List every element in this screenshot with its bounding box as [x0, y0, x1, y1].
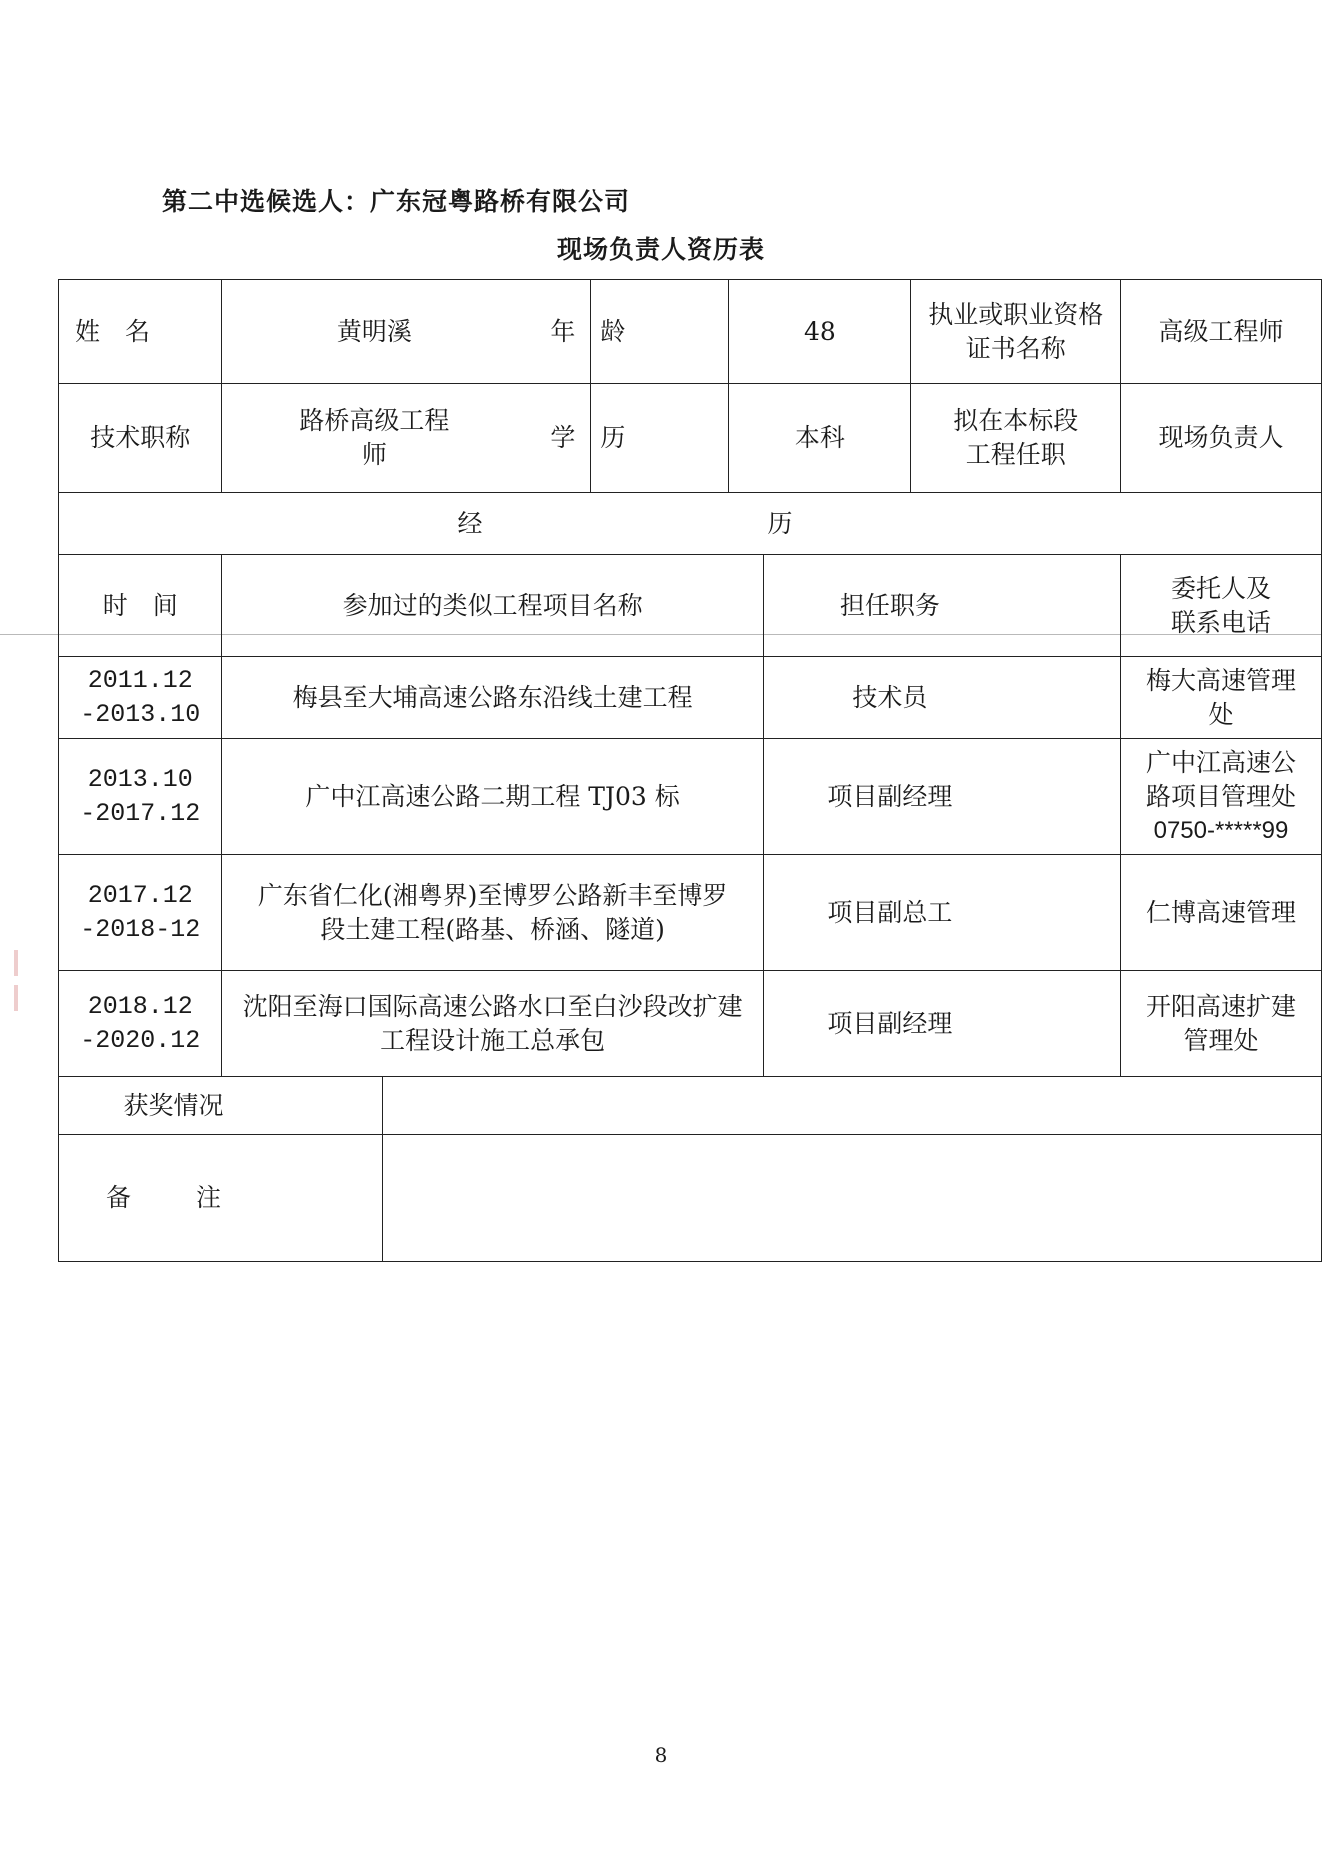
edu-value: 本科 [729, 384, 911, 493]
edu-label: 学 历 [519, 384, 657, 493]
cert-label-line2: 证书名称 [965, 333, 1066, 363]
row-contact-line2: 管理处 [1183, 1025, 1259, 1055]
row-contact-line1: 梅大高速管理 [1145, 665, 1296, 695]
post-label-line2: 工程任职 [965, 440, 1066, 469]
row-contact-line1: 广中江高速公 [1145, 747, 1296, 777]
row-time-end: -2017.12 [80, 798, 201, 828]
awards-row [59, 1077, 1322, 1135]
col-role-header: 担任职务 [763, 555, 1120, 657]
title-label: 技术职称 [59, 384, 222, 493]
row-project-line2: 工程设计施工总承包 [380, 1025, 606, 1055]
experience-section-row [59, 493, 1322, 555]
row-contact-line2: 处 [1208, 699, 1234, 729]
experience-section-label: 经 历 [59, 493, 1322, 555]
scan-artifact-mark [14, 985, 18, 1011]
post-value: 现场负责人 [1120, 384, 1321, 493]
title-value-line2: 师 [361, 440, 387, 469]
row-contact [1120, 971, 1321, 1077]
row-project [222, 855, 763, 971]
row-role: 项目副经理 [763, 739, 1120, 855]
row-project-line2: 段土建工程(路基、桥涵、隧道) [320, 914, 665, 944]
cert-label [911, 280, 1121, 384]
cert-label-line1: 执业或职业资格 [928, 299, 1104, 329]
page-number: 8 [654, 1743, 668, 1767]
row-role: 项目副总工 [763, 855, 1120, 971]
col-contact-line1: 委托人及 [1170, 573, 1271, 603]
name-value: 黄明溪 [222, 280, 591, 384]
row-time [59, 657, 222, 739]
col-contact-line2: 联系电话 [1170, 607, 1271, 637]
row-time-start: 2013.10 [87, 764, 193, 794]
row-time-start: 2017.12 [87, 880, 193, 910]
row-project-line1: 广中江高速公路二期工程 TJ03 标 [305, 781, 680, 811]
row-time-end: -2013.10 [80, 699, 201, 729]
title-value-line1: 路桥高级工程 [299, 406, 450, 435]
row-contact [1120, 657, 1321, 739]
remarks-label: 备 注 [59, 1135, 383, 1262]
row-project-line1: 广东省仁化(湘粤界)至博罗公路新丰至博罗 [257, 880, 728, 910]
post-label [911, 384, 1121, 493]
row-time [59, 855, 222, 971]
scan-artifact-mark [14, 950, 18, 976]
col-time-header: 时 间 [59, 555, 222, 657]
table-row [59, 971, 1322, 1077]
row-contact-line1: 开阳高速扩建 [1145, 991, 1296, 1021]
row-contact-line1: 仁博高速管理 [1145, 897, 1296, 927]
age-value: 48 [729, 280, 911, 384]
row-project-line1: 沈阳至海口国际高速公路水口至白沙段改扩建 [242, 991, 743, 1021]
row-role: 技术员 [763, 657, 1120, 739]
qualification-row [59, 384, 1322, 493]
basic-info-row [59, 280, 1322, 384]
row-contact-line2: 路项目管理处 [1145, 781, 1296, 811]
row-project [222, 971, 763, 1077]
row-time-end: -2020.12 [80, 1025, 201, 1055]
awards-value [383, 1077, 1322, 1135]
document-heading: 第二中选候选人：广东冠粤路桥有限公司 [162, 187, 631, 216]
row-contact [1120, 739, 1321, 855]
table-row [59, 739, 1322, 855]
row-role: 项目副经理 [763, 971, 1120, 1077]
col-contact-header [1120, 555, 1321, 657]
awards-label: 获奖情况 [59, 1077, 383, 1135]
row-contact [1120, 855, 1321, 971]
age-label: 年 龄 [519, 280, 657, 384]
post-label-line1: 拟在本标段 [953, 406, 1079, 435]
row-project-line1: 梅县至大埔高速公路东沿线土建工程 [292, 682, 693, 712]
name-label: 姓 名 [59, 280, 222, 384]
col-project-header: 参加过的类似工程项目名称 [222, 555, 763, 657]
row-time-end: -2018-12 [80, 914, 201, 944]
remarks-value [383, 1135, 1322, 1262]
resume-table [58, 279, 1322, 1262]
table-row [59, 855, 1322, 971]
experience-header-row [59, 555, 1322, 657]
row-time [59, 739, 222, 855]
row-time [59, 971, 222, 1077]
remarks-row [59, 1135, 1322, 1262]
table-row [59, 657, 1322, 739]
row-project [222, 657, 763, 739]
form-title: 现场负责人资历表 [556, 235, 765, 264]
row-project [222, 739, 763, 855]
cert-value: 高级工程师 [1120, 280, 1321, 384]
row-time-start: 2011.12 [87, 665, 193, 695]
row-time-start: 2018.12 [87, 991, 193, 1021]
row-contact-line3: 0750-*****99 [1153, 816, 1289, 844]
